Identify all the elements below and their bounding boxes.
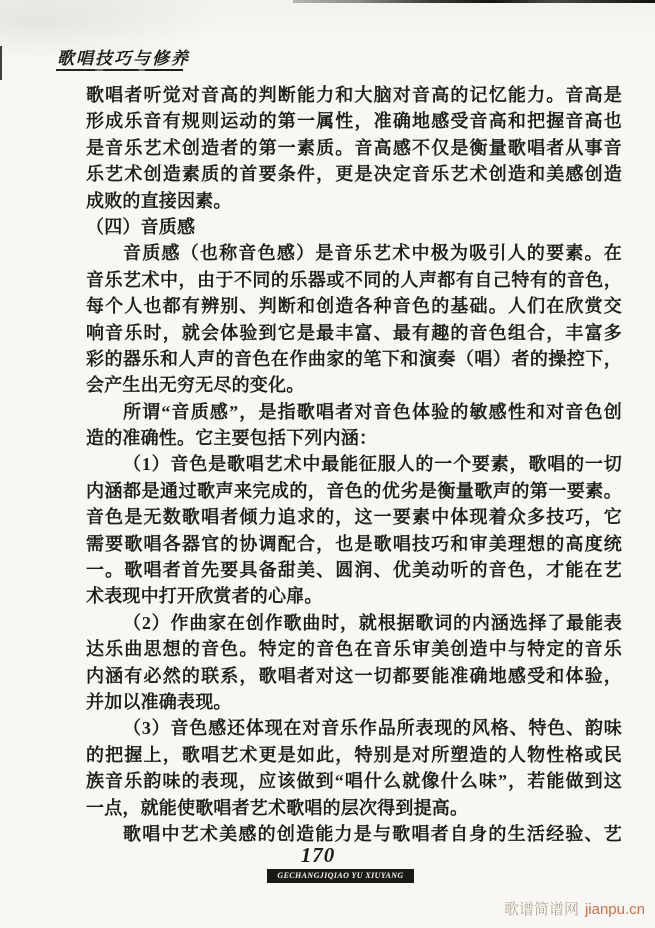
- text-line: 内涵有必然的联系，歌唱者对这一切都要能准确地感受和体验，: [86, 665, 622, 686]
- text-line: （四）音质感: [86, 216, 196, 237]
- scan-edge-tick: [0, 46, 2, 80]
- text-line: 是音乐艺术创造者的第一素质。音高感不仅是衡量歌唱者从事音: [86, 137, 622, 158]
- watermark: [504, 898, 645, 919]
- text-line: 音色是无数歌唱者倾力追求的，这一要素中体现着众多技巧，它: [86, 507, 622, 528]
- text-line: （1）音色是歌唱艺术中最能征服人的一个要素，歌唱的一切: [123, 454, 622, 475]
- text-line: 形成乐音有规则运动的第一属性，准确地感受音高和把握音高也: [86, 111, 622, 132]
- text-line: 族音乐韵味的表现，应该做到“唱什么就像什么味”，若能做到这: [86, 771, 622, 792]
- text-line: （2）作曲家在创作歌曲时，就根据歌词的内涵选择了最能表: [123, 612, 622, 633]
- text-line: 所谓“音质感”，是指歌唱者对音色体验的敏感性和对音色创: [123, 401, 622, 422]
- text-line: 歌唱中艺术美感的创造能力是与歌唱者自身的生活经验、艺: [123, 823, 622, 844]
- body-text: [86, 82, 622, 847]
- text-line: 成败的直接因素。: [86, 190, 232, 211]
- text-line: 一点，就能使歌唱者艺术歌唱的层次得到提高。: [86, 797, 469, 818]
- watermark-site-url: jianpu.cn: [584, 901, 645, 918]
- text-line: 造的准确性。它主要包括下列内涵：: [86, 428, 378, 449]
- running-header-title: 歌唱技巧与修养: [57, 49, 190, 68]
- text-line: 的把握上，歌唱艺术更是如此，特别是对所塑造的人物性格或民: [86, 744, 622, 765]
- text-line: 音乐艺术中，由于不同的乐器或不同的人声都有自己特有的音色，: [86, 269, 622, 290]
- text-line: 音质感（也称音色感）是音乐艺术中极为吸引人的要素。在: [123, 243, 622, 264]
- series-title-band: GECHANGJIQIAO YU XIUYANG: [267, 869, 414, 883]
- text-line: 会产生出无穷无尽的变化。: [86, 375, 305, 396]
- text-line: 响音乐时，就会体验到它是最丰富、最有趣的音色组合，丰富多: [86, 322, 622, 343]
- text-line: 需要歌唱各器官的协调配合，也是歌唱技巧和审美理想的高度统: [86, 533, 622, 554]
- watermark-site-name: 歌谱简谱网: [503, 901, 579, 918]
- text-line: 术表现中打开欣赏者的心扉。: [86, 586, 323, 607]
- text-line: 每个人也都有辨别、判断和创造各种音色的基础。人们在欣赏交: [86, 296, 622, 317]
- scan-edge-line: [293, 0, 655, 3]
- text-line: （3）音色感还体现在对音乐作品所表现的风格、特色、韵味: [123, 718, 622, 739]
- text-line: 达乐曲思想的音色。特定的音色在音乐审美创造中与特定的音乐: [86, 639, 622, 660]
- page-number: 170: [300, 843, 336, 867]
- text-line: 歌唱者听觉对音高的判断能力和大脑对音高的记忆能力。音高是: [86, 85, 622, 105]
- header-rule: [56, 69, 183, 71]
- text-line: 内涵都是通过歌声来完成的，音色的优劣是衡量歌声的第一要素。: [86, 480, 622, 501]
- text-line: 一。歌唱者首先要具备甜美、圆润、优美动听的音色，才能在艺: [86, 560, 622, 581]
- text-line: 并加以准确表现。: [86, 691, 232, 712]
- text-line: 彩的器乐和人声的音色在作曲家的笔下和演奏（唱）者的操控下，: [86, 348, 622, 369]
- text-line: 乐艺术创造素质的首要条件，更是决定音乐艺术创造和美感创造: [86, 164, 622, 185]
